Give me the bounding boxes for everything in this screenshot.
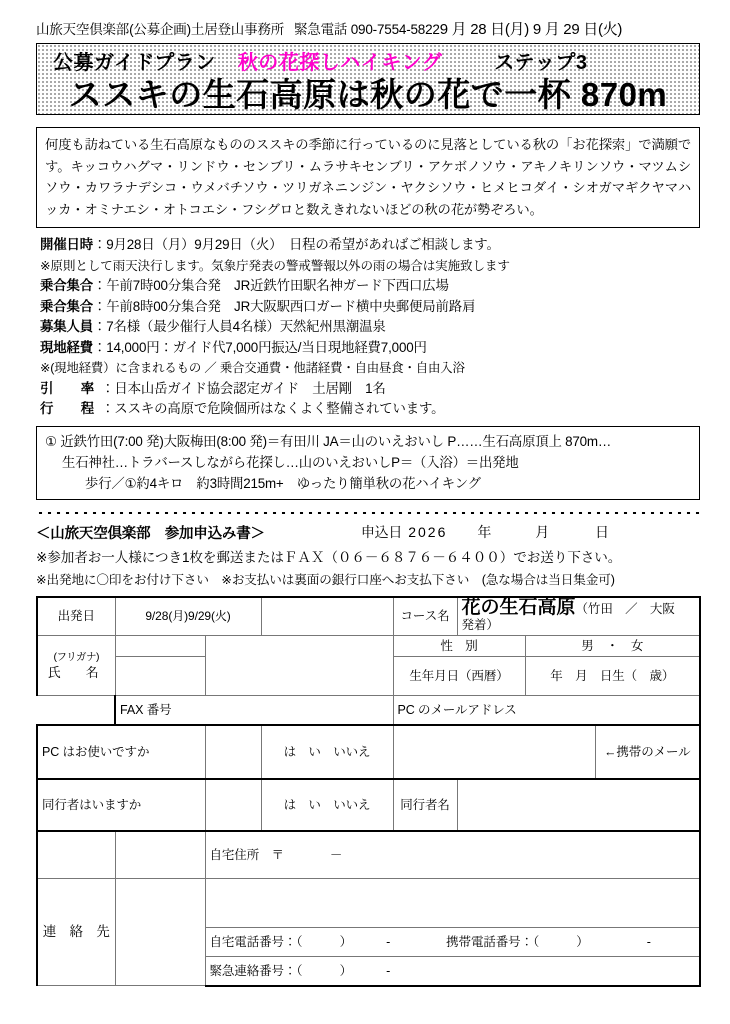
detail-value-meeting1: ：午前7時00分集合発 JR近鉄竹田駅名神ガード下西口広場 [92,278,449,293]
home-phone-label: 自宅電話番号：（ ） [209,934,353,949]
contact-spacer-top-mid [115,831,205,879]
organization-name: 山旅天空倶楽部(公募企画)土居登山事務所 [36,22,284,37]
mobile-mail-note: ←携帯のメール [595,725,700,779]
home-phone-dash: - [386,934,391,949]
detail-label-route: 行 程 [40,401,102,416]
application-note-2: ※出発地に〇印をお付け下さい ※お支払いは裏面の銀行口座へお支払下さい (急な場合は当日集金可) [36,572,615,587]
document-header-line [36,22,700,38]
application-title: ＜山旅天空倶楽部 参加申込み書＞ [36,525,265,542]
gender-value[interactable]: 男 ・ 女 [525,635,700,656]
banner-main-title-row [37,71,699,113]
detail-label-guide: 引 率 [40,380,102,396]
departure-date-value[interactable]: 9/28(月)9/29(火) [115,597,261,636]
emergency-number-dash: - [386,963,391,978]
contact-spacer-cell [115,878,205,986]
detail-row-route [40,399,700,420]
detail-value-capacity: ：7名様（最少催行人員4名様）天然紀州黒潮温泉 [92,319,386,334]
course-name-label: コース名 [393,597,457,636]
contact-spacer-top-left [37,831,115,879]
detail-label-cost: 現地経費 [40,339,93,355]
birthdate-value[interactable]: 年 月 日生（ 歳） [525,656,700,695]
birthdate-label: 生年月日（西暦） [393,656,525,695]
detail-row-meeting1 [40,276,700,297]
emergency-number-label: 緊急連絡番号：（ ） [209,963,353,978]
detail-label-meeting2: 乗合集合 [40,298,93,314]
detail-value-date: ：9月28日（月）9月29日（火） 日程の希望があればご相談します。 [92,237,500,252]
detail-row-guide [40,379,700,400]
banner-step-label: ステップ3 [494,51,588,74]
pc-answer-blank[interactable] [205,725,261,779]
detail-value-route: ：ススキの高原で危険個所はなくよく整備されています。 [101,401,445,416]
table-row-companion [37,779,700,831]
apply-date-year-unit: 年 [477,523,492,540]
itinerary-box [36,426,700,500]
description-box: 何度も訪ねている生石高原なもののススキの季節に行っているのに見落としている秋の「お花探索」で満願です。キッコウハグマ・リンドウ・センブリ・ムラサキセンブリ・アケボノソウ・アキノキリンソウ・マツムシソウ・カワラナデシコ・ウメバチソウ・ツリガネニンジン・ヤクシソウ・ヒメヒコダイ・シオガマギクヤマハッカ・オミナエシ・オトコエシ・フシグロと数えきれないほどの秋の花が勢ぞろい。 [36,127,700,228]
table-row-name-gender [37,635,700,656]
detail-row-cost [40,338,700,359]
apply-date-day-unit: 日 [595,523,609,540]
itinerary-line-3: 歩行／①約4キロ 約3時間215m+ ゆったり簡単秋の花ハイキング [85,475,481,491]
companion-yes-no-option[interactable]: は い いいえ [261,779,393,831]
detail-value-meeting2: ：午前8時00分集合発 JR大阪駅西口ガード横中央郵便局前路肩 [92,298,476,314]
itinerary-line-1: ① 近鉄竹田(7:00 発)大阪梅田(8:00 発)＝有田川 JA＝山のいえおいし P……生石高原頂上 870m… [45,433,612,449]
table-row-fax-mail [37,695,700,725]
application-note-1: ※参加者お一人様につき1枚を郵送またはＦＡＸ（０６－６８７６－６４００）でお送り下さい。 [36,549,622,565]
course-name-paren: （竹田 ／ 大阪 発着） [461,601,688,632]
title-banner [36,43,700,115]
apply-date-month-unit: 月 [535,523,549,540]
detail-row-cost-note: ※(現地経費）に含まれるもの ／ 乗合交通費・他諸経費・自由昼食・自由入浴 [40,361,465,375]
name-label-cell [37,635,115,695]
pc-mail-label[interactable]: PC のメールアドレス [393,695,700,725]
name-input-cell[interactable] [205,635,393,695]
detail-row-capacity [40,317,700,338]
detail-row-meeting2 [40,297,700,318]
departure-date-label: 出発日 [37,597,115,636]
phone-numbers-cell[interactable] [205,927,700,956]
home-address-cell[interactable] [205,831,700,879]
detail-value-guide: ：日本山岳ガイド協会認定ガイド 土居剛 1名 [101,380,386,396]
furigana-label: (フリガナ) [53,651,99,663]
banner-plan-label: 公募ガイドプラン [53,51,216,74]
application-date-row [361,522,609,543]
application-form-table [36,596,701,987]
name-label: 氏 名 [47,665,105,680]
trip-details [36,235,700,420]
detail-label-capacity: 募集人員 [40,319,93,334]
mobile-phone-label: 携帯電話番号：（ ） [446,934,589,949]
fax-number-label[interactable]: FAX 番号 [115,695,393,725]
course-name-value: 花の生石高原 [461,596,576,618]
mobile-phone-dash: - [646,934,651,949]
table-row-pc-question [37,725,700,779]
header-dates: 9 月 28 日(月) 9 月 29 日(火) [439,21,623,38]
contact-label: 連 絡 先 [37,878,115,986]
departure-blank-cell[interactable] [261,597,393,636]
companion-question-label: 同行者はいますか [37,779,205,831]
companion-answer-blank[interactable] [205,779,261,831]
table-row-address [37,831,700,879]
pc-question-label: PC はお使いですか [37,725,205,779]
gender-label: 性 別 [393,635,525,656]
itinerary-line-2: 生石神社…トラバースしながら花探し…山のいえおいしP＝（入浴）＝出発地 [62,454,519,470]
home-address-dash: － [329,847,343,862]
furigana-input-cell[interactable] [115,635,205,656]
fax-row-spacer [37,695,115,725]
pc-mail-input-cell[interactable] [393,725,595,779]
application-header [36,522,700,543]
address-continuation-cell[interactable] [205,878,700,927]
home-address-label: 自宅住所 〒 [209,847,284,862]
banner-theme-label: 秋の花探しハイキング [237,51,443,74]
detail-label-meeting1: 乗合集合 [40,278,93,293]
detail-label-date: 開催日時 [40,237,93,252]
table-row-contact [37,878,700,927]
name-input-cell-2[interactable] [115,656,205,695]
course-name-value-cell [457,597,700,636]
apply-date-year-value: 2026 [408,523,448,540]
emergency-phone: 緊急電話 090-7554-5822 [294,22,440,37]
dotted-divider [36,509,700,515]
pc-yes-no-option[interactable]: は い いいえ [261,725,393,779]
detail-row-rain-note: ※原則として雨天決行します。気象庁発表の警戒警報以外の雨の場合は実施致します [40,258,510,273]
detail-row-date [40,235,700,256]
apply-date-label: 申込日 [360,523,403,540]
table-row-departure [37,597,700,636]
companion-name-input[interactable] [457,779,700,831]
detail-value-cost: ：14,000円：ガイド代7,000円振込/当日現地経費7,000円 [92,339,427,355]
emergency-number-cell[interactable] [205,956,700,986]
companion-name-label: 同行者名 [393,779,457,831]
banner-main-title: ススキの生石高原は秋の花で一杯 870m [68,75,668,113]
